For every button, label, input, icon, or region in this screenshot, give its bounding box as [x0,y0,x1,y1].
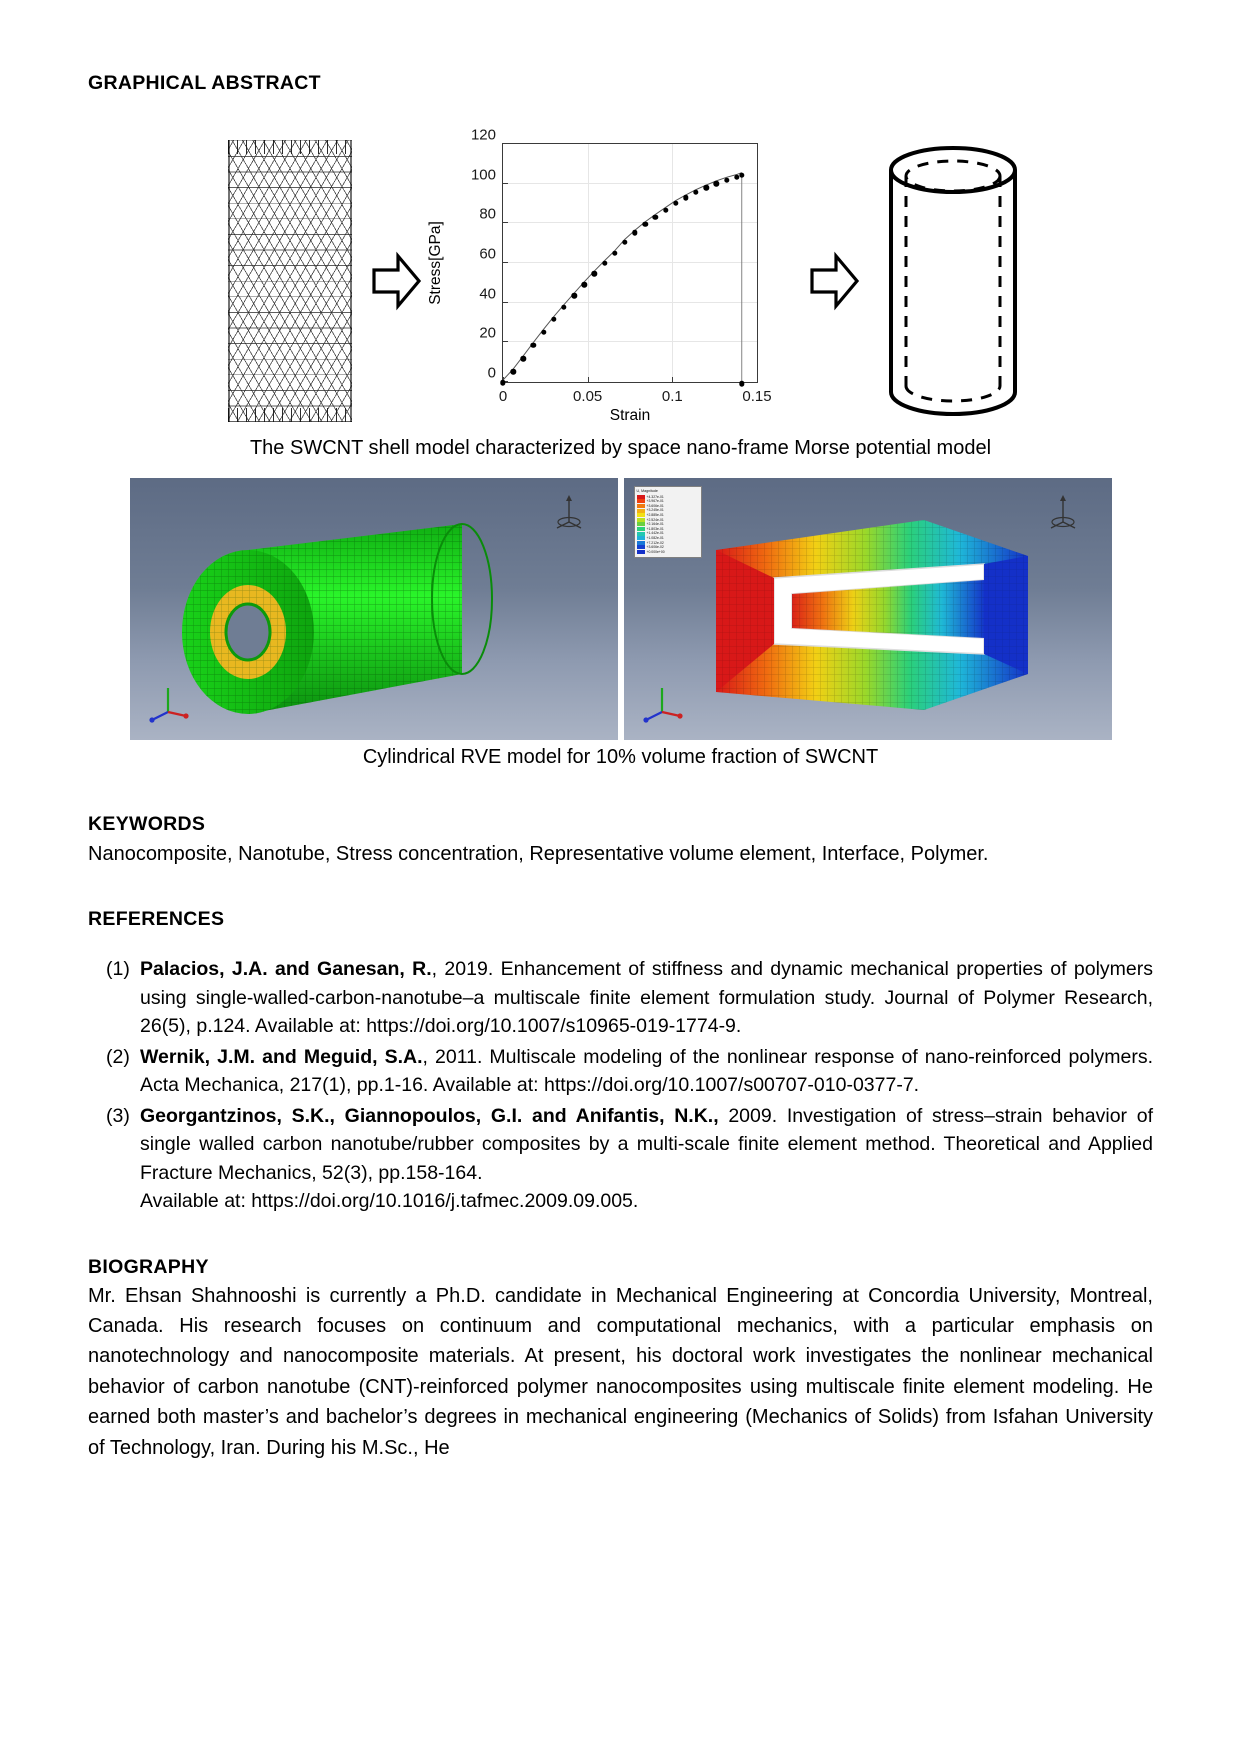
reference-authors: Georgantzinos, S.K., Giannopoulos, G.I. and Anifantis, N.K., [140,1104,719,1127]
chart-xtick-label: 0 [498,388,508,405]
keywords-heading: KEYWORDS [88,813,206,835]
view-cube-icon-left [552,492,594,534]
fea-figure-row [88,478,1153,740]
fea-panel-right [624,478,1112,740]
reference-authors: Wernik, J.M. and Meguid, S.A. [140,1045,423,1068]
chart-ytick-label: 0 [487,364,496,382]
contour-legend-row [637,550,699,555]
reference-authors: Palacios, J.A. and Ganesan, R. [140,958,432,981]
stress-strain-chart [427,126,790,427]
chart-ytick-label: 100 [470,166,496,184]
chart-series-path [503,144,757,382]
chart-y-axis-title: Stress[GPa] [427,221,444,305]
right-arrow-icon-1 [370,250,422,312]
orientation-triad-right [642,682,684,724]
lattice-right-edge [350,140,352,422]
reference-body: , 2019. Enhancement of stiffness and dynamic mechanical properties of polymers using single-walled-carbon-nanotube–a multiscale finite element formulation study. Journal of Polymer Research, 26(5), p.124. Available at: https://doi.org/10.1007/s10965-019-1774-9. [140,958,1153,1038]
reference-item [88,955,1153,1040]
chart-ytick-label: 80 [479,205,496,223]
chart-xtick-label: 0.05 [573,388,603,405]
reference-item [88,1102,1153,1216]
reference-extra-line: Available at: https://doi.org/10.1016/j.tafmec.2009.09.005. [140,1190,639,1213]
contour-legend [634,486,702,558]
biography-text: Mr. Ehsan Shahnooshi is currently a Ph.D. candidate in Mechanical Engineering at Concordia University, Montreal, Canada. His research focuses on continuum and computational mechanics, with a particular emphasis on nanotechnology and nanocomposite materials. At present, his doctoral work investigates the nonlinear mechanical behavior of carbon nanotube (CNT)-reinforced polymer nanocomposites using multiscale finite element modeling. He earned both master’s and bachelor’s degrees in mechanical engineering (Mechanics of Solids) from Isfahan University of Technology, Iran. During his M.Sc., He [88,1284,1153,1459]
contour-legend-swatch [637,545,645,549]
contour-legend-value: +1.803e-01 [646,526,664,531]
reference-number: (2) [106,1045,130,1068]
right-arrow-icon-2 [808,250,860,312]
figure-caption-bottom: Cylindrical RVE model for 10% volume fraction of SWCNT [362,746,879,768]
chart-ytick-label: 20 [479,324,496,342]
contour-legend-swatch [637,522,645,526]
contour-legend-value: +1.082e-01 [646,536,664,540]
graphical-abstract-figure [88,126,1153,431]
reference-body: , 2011. Multiscale modeling of the nonlinear response of nano-reinforced polymers. Acta Mechanica, 217(1), pp.1-16. Available at: https://doi.org/10.1007/s00707-010-0377-7. [140,1045,1153,1097]
view-cube-icon-right [1046,492,1088,534]
chart-ytick-label: 120 [470,126,496,144]
contour-legend-value: +3.606e-01 [646,503,664,508]
chart-ytick-label: 40 [479,285,496,303]
contour-legend-swatch [637,504,645,508]
contour-legend-value: +7.212e-02 [646,540,664,545]
contour-legend-swatch [637,513,645,517]
contour-legend-value: +2.885e-01 [646,513,664,518]
chart-plot-area [470,126,772,405]
contour-legend-title: U, Magnitude [636,489,658,493]
chart-ytick-label: 60 [479,245,496,263]
contour-legend-value: +3.606e-02 [646,545,664,550]
contour-legend-swatch [637,541,645,545]
contour-legend-swatch [637,509,645,513]
contour-legend-value: +2.524e-01 [646,517,664,522]
lattice-left-edge [228,140,230,422]
references-heading: REFERENCES [88,908,225,931]
reference-number: (3) [106,1104,130,1127]
contour-legend-swatch [637,499,645,503]
keywords-section [88,813,1153,868]
orientation-triad-left [148,682,190,724]
biography-heading: BIOGRAPHY [88,1255,209,1278]
rve-cylinder-illustration [878,140,1028,422]
contour-legend-value: +1.442e-01 [646,531,664,536]
chart-x-axis-title: Strain [609,407,651,424]
contour-legend-swatch [637,495,645,499]
contour-legend-value: +0.000e+00 [646,549,665,554]
keywords-text: Nanocomposite, Nanotube, Stress concentration, Representative volume element, Interface, Polymer. [88,843,989,865]
reference-item [88,1043,1153,1100]
swcnt-lattice-illustration [228,140,352,422]
contour-legend-rows [637,494,699,554]
references-list [88,955,1153,1215]
contour-legend-value: +4.327e-01 [646,494,664,499]
page-content [88,72,1153,1463]
reference-body: 2009. Investigation of stress–strain behavior of single walled carbon nanotube/rubber composites by a multi-scale finite element method. Theoretical and Applied Fracture Mechanics, 52(3), pp.158-164. [140,1104,1154,1184]
contour-legend-swatch [637,518,645,522]
lattice-bottom-fringe [228,408,352,422]
contour-legend-value: +2.164e-01 [646,522,664,527]
chart-xtick-label: 0.1 [661,388,683,405]
chart-xtick-label: 0.15 [742,388,772,405]
contour-legend-value: +3.245e-01 [646,508,664,513]
contour-legend-swatch [637,532,645,536]
contour-legend-swatch [637,536,645,540]
figure-caption-top: The SWCNT shell model characterized by space nano-frame Morse potential model [249,437,992,459]
contour-legend-swatch [637,527,645,531]
fea-panel-left [130,478,618,740]
graphical-abstract-heading: GRAPHICAL ABSTRACT [88,72,321,94]
reference-number: (1) [106,958,130,981]
contour-legend-swatch [637,550,645,554]
lattice-top-fringe [228,140,352,154]
hexagonal-lattice-pattern [228,140,352,422]
contour-legend-value: +3.967e-01 [646,499,664,504]
